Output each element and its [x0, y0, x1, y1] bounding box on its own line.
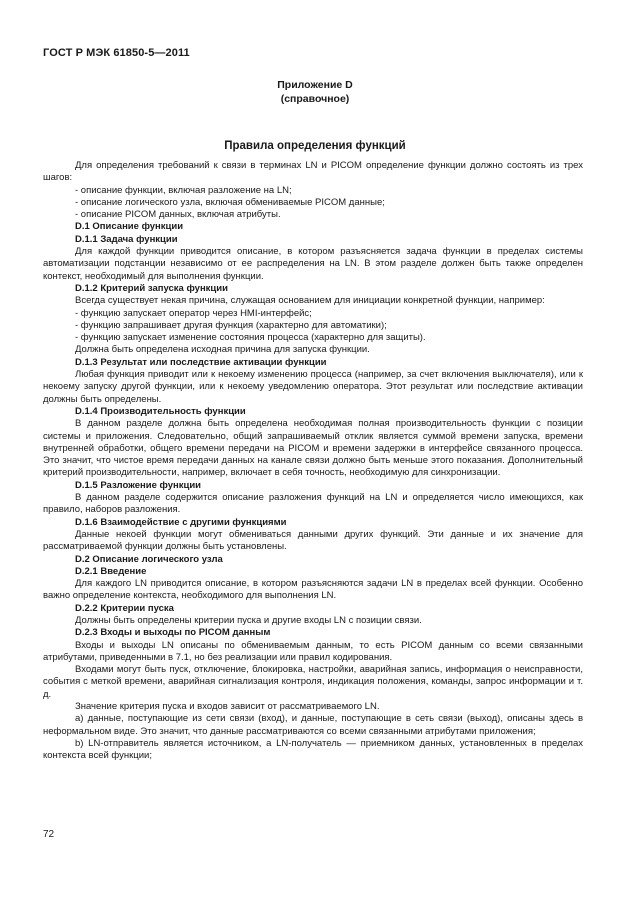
section-heading: D.2 Описание логического узла [75, 553, 223, 565]
paragraph: В данном разделе должна быть определена необходимая полная производительность функции с позиции системы и приложения. Следовательно, общий запрашиваемый отклик является суммой времени запуска, времени внутренней обработки, общего времени передачи на PICOM и времени задержки в интерфейсе связанного процесса. Это значит, что чистое время передачи данных на канале связи должно быть меньше этого показания. Дополнительный критерий производительности, например, включает в себя точность, необходимую для синхронизации. [43, 418, 583, 479]
list-item: - описание функции, включая разложение на LN; [75, 184, 292, 196]
paragraph: а) данные, поступающие из сети связи (вход), и данные, поступающие в сеть связи (выход), описаны здесь в неформальном виде. Это значит, что данные рассматриваются со всеми связанными атрибутами приложения; [43, 713, 583, 737]
section-heading: D.1.6 Взаимодействие с другими функциями [75, 516, 287, 528]
paragraph: В данном разделе содержится описание разложения функций на LN и определяется число имеющихся, как правило, наборов разложения. [43, 492, 583, 516]
section-heading: D.2.2 Критерии пуска [75, 602, 174, 614]
paragraph: Входы и выходы LN описаны по обмениваемым данным, то есть PICOM данным со всеми связанными атрибутами, приведенными в 7.1, но без реализации или правил кодирования. [43, 639, 583, 663]
paragraph: Значение критерия пуска и входов зависит от рассматриваемого LN. [75, 701, 380, 713]
appendix-subtitle: (справочное) [280, 93, 350, 105]
paragraph: Должна быть определена исходная причина для запуска функции. [75, 344, 370, 356]
page-number: 72 [43, 829, 55, 840]
section-heading: D.1 Описание функции [75, 221, 184, 233]
section-heading: D.1.4 Производительность функции [75, 405, 246, 417]
paragraph: Всегда существует некая причина, служащая основанием для инициации конкретной функции, например: [75, 295, 545, 307]
section-heading: D.1.3 Результат или последствие активации функции [75, 356, 327, 368]
paragraph: Для каждого LN приводится описание, в котором разъясняются задачи LN в пределах всей функции. Особенно важно определение контекста, необходимого для выполнения LN. [43, 578, 583, 602]
paragraph: Входами могут быть пуск, отключение, блокировка, настройки, аварийная запись, информация о неисправности, события с меткой времени, аварийная сигнализация контроля, индикация положения, команды, запрос информации и т. д. [43, 664, 583, 700]
list-item: - описание логического узла, включая обмениваемые PICOM данные; [75, 196, 385, 208]
section-heading: D.1.1 Задача функции [75, 233, 178, 245]
paragraph: Должны быть определены критерии пуска и другие входы LN с позиции связи. [75, 614, 422, 626]
paragraph: Для определения требований к связи в терминах LN и PICOM определение функции должно состоять из трех шагов: [43, 160, 583, 184]
list-item: - функцию запрашивает другая функция (характерно для автоматики); [75, 319, 387, 331]
section-heading: D.2.3 Входы и выходы по PICOM данным [75, 627, 271, 639]
appendix-title: Приложение D [277, 79, 353, 91]
section-heading: D.1.5 Разложение функции [75, 479, 202, 491]
list-item: - функцию запускает изменение состояния процесса (характерно для защиты). [75, 332, 426, 344]
section-title: Правила определения функций [224, 140, 406, 152]
paragraph: b) LN-отправитель является источником, а LN-получатель — приемником данных, установленных в пределах контекста всей функции; [43, 737, 583, 762]
paragraph: Любая функция приводит или к некоему изменению процесса (например, за счет включения выключателя), или к некоему запуску другой функции, или к некоему уведомлению оператора. Этот результат или последствие активации должны быть определены. [43, 369, 583, 405]
body-text [43, 160, 583, 763]
section-heading: D.1.2 Критерий запуска функции [75, 282, 228, 294]
list-item: - описание PICOM данных, включая атрибуты. [75, 209, 281, 221]
standard-header: ГОСТ Р МЭК 61850-5—2011 [43, 47, 190, 59]
paragraph: Данные некоей функции могут обмениваться данными других функций. Эти данные и их значение для рассматриваемой функции должны быть установлены. [43, 528, 583, 553]
paragraph: Для каждой функции приводится описание, в котором разъясняется задача функции в пределах системы автоматизации подстанции независимо от ее распределения на LN. В этом разделе должен быть также определен контекст, необходимый для выполнения функции. [43, 246, 583, 282]
list-item: - функцию запускает оператор через HMI-интерфейс; [75, 307, 312, 319]
section-heading: D.2.1 Введение [75, 565, 147, 577]
